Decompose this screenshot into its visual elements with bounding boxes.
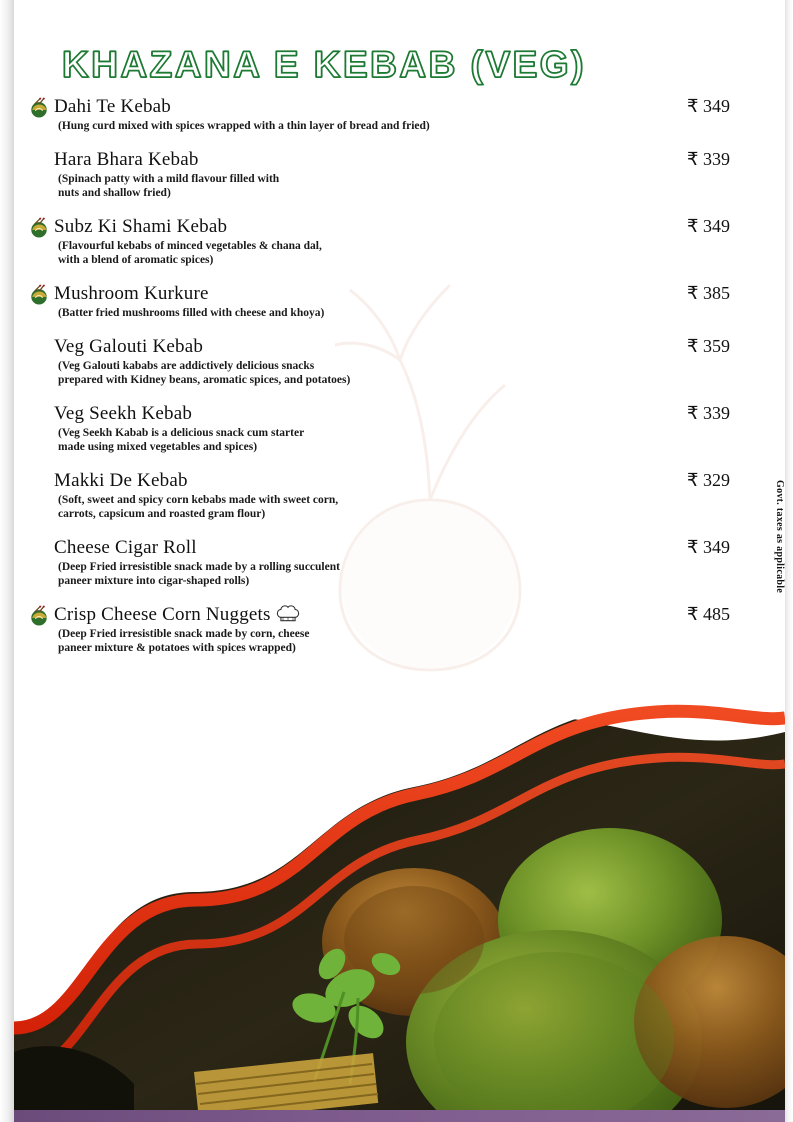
menu-item-name: Hara Bhara Kebab	[54, 149, 199, 170]
menu-item-price: ₹ 339	[687, 403, 730, 423]
menu-item-description: (Soft, sweet and spicy corn kebabs made with sweet corn, carrots, capsicum and roasted gram flour)	[58, 494, 339, 520]
pind-balluchi-speciality-icon	[28, 284, 50, 306]
menu-item-name: Mushroom Kurkure	[54, 283, 209, 304]
footer-color-strip	[14, 1110, 785, 1122]
speciality-badge	[28, 97, 50, 119]
menu-item	[28, 283, 738, 320]
menu-item-price: ₹ 485	[687, 604, 730, 624]
menu-item-name: Makki De Kebab	[54, 470, 188, 491]
page-title: KHAZANA E KEBAB (VEG)	[62, 44, 586, 85]
pind-balluchi-speciality-icon	[28, 605, 50, 627]
menu-item-name: Veg Seekh Kebab	[54, 403, 193, 424]
menu-item-price: ₹ 385	[687, 283, 730, 303]
menu-item-description: (Veg Seekh Kabab is a delicious snack cum starter made using mixed vegetables and spices)	[58, 427, 305, 453]
menu-item-price: ₹ 349	[687, 96, 730, 116]
menu-item	[28, 470, 738, 521]
menu-item-price: ₹ 349	[687, 216, 730, 236]
pind-balluchi-speciality-icon	[28, 97, 50, 119]
menu-item-description: (Batter fried mushrooms filled with cheese and khoya)	[58, 307, 325, 319]
speciality-badge	[28, 284, 50, 306]
menu-item-price: ₹ 349	[687, 537, 730, 557]
menu-item-description: (Deep Fried irresistible snack made by corn, cheese paneer mixture & potatoes with spices wrapped)	[58, 628, 310, 654]
menu-items-list	[28, 96, 738, 671]
menu-item-name: Crisp Cheese Corn Nuggets	[54, 604, 271, 625]
menu-item-price: ₹ 339	[687, 149, 730, 169]
menu-item-description: (Veg Galouti kababs are addictively delicious snacks prepared with Kidney beans, aromatic spices, and potatoes)	[58, 360, 351, 386]
food-photo	[14, 692, 785, 1122]
chef-special-marker	[271, 604, 301, 626]
pind-balluchi-speciality-icon	[28, 217, 50, 239]
menu-item	[28, 149, 738, 200]
menu-item	[28, 403, 738, 454]
menu-item-description: (Spinach patty with a mild flavour filled with nuts and shallow fried)	[58, 173, 280, 199]
speciality-badge	[28, 217, 50, 239]
menu-item	[28, 604, 738, 655]
menu-item-name: Cheese Cigar Roll	[54, 537, 197, 558]
menu-item	[28, 96, 738, 133]
menu-item-description: (Deep Fried irresistible snack made by a rolling succulent paneer mixture into cigar-shaped rolls)	[58, 561, 340, 587]
menu-item-price: ₹ 359	[687, 336, 730, 356]
menu-item-description: (Flavourful kebabs of minced vegetables & chana dal, with a blend of aromatic spices)	[58, 240, 322, 266]
menu-item-name: Dahi Te Kebab	[54, 96, 171, 117]
menu-item	[28, 336, 738, 387]
speciality-badge	[28, 605, 50, 627]
page-edge-left	[0, 0, 14, 1122]
page-edge-right	[785, 0, 793, 1122]
menu-item-name: Veg Galouti Kebab	[54, 336, 204, 357]
menu-item-price: ₹ 329	[687, 470, 730, 490]
menu-item-name: Subz Ki Shami Kebab	[54, 216, 228, 237]
menu-item	[28, 537, 738, 588]
menu-item-description: (Hung curd mixed with spices wrapped with a thin layer of bread and fried)	[58, 120, 430, 132]
menu-item	[28, 216, 738, 267]
chef-hat-icon	[275, 604, 301, 624]
taxes-note: Govt. taxes as applicable	[774, 480, 785, 594]
